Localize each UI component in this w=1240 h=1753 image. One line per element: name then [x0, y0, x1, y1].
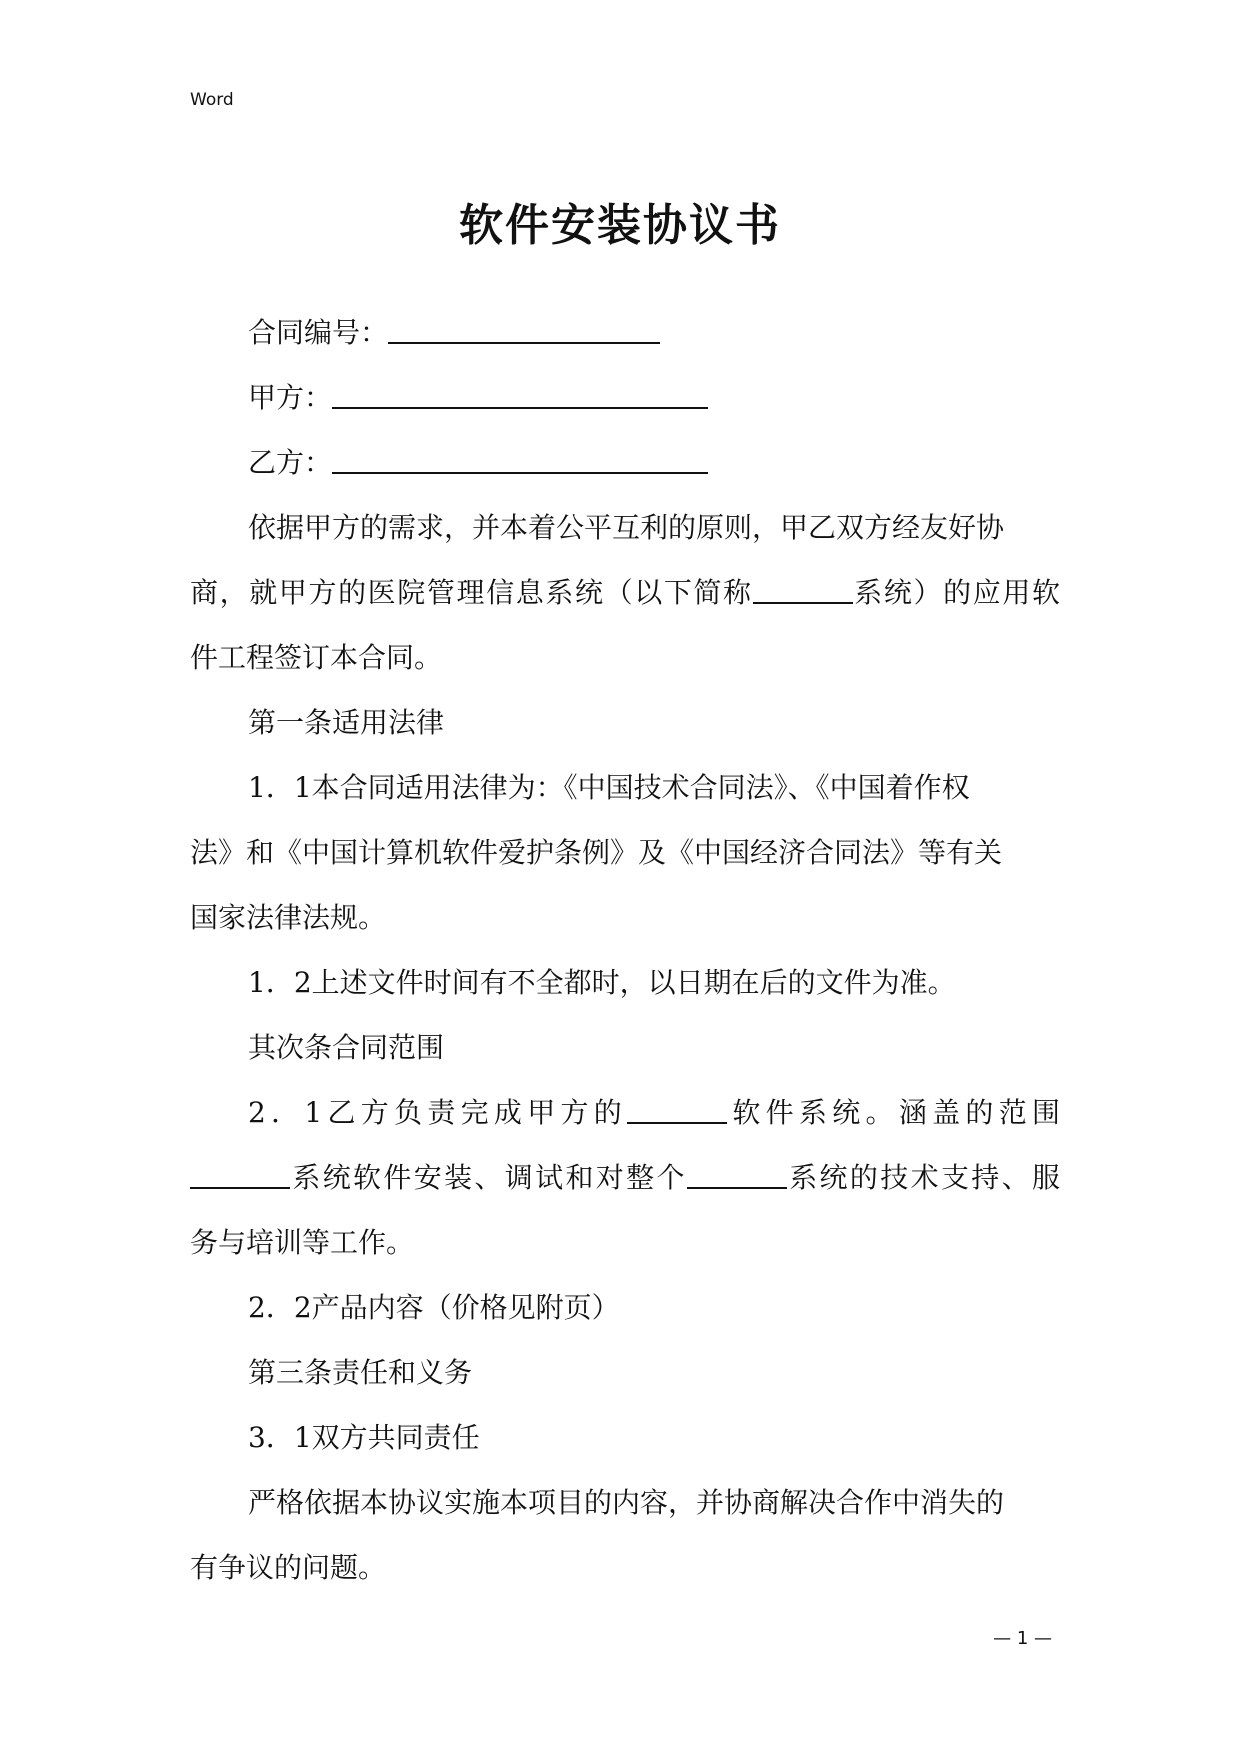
party-b-row: [190, 430, 1060, 495]
clause-3-1: 3．1双方共同责任: [248, 1421, 480, 1454]
clause-2-1-line-3: 务与培训等工作。: [190, 1226, 415, 1259]
support-system-blank: [687, 1157, 787, 1189]
intro-line-2: [190, 560, 1060, 625]
clause-2-2: 2．2产品内容（价格见附页）: [248, 1291, 620, 1324]
clause-2-1-text-end: 系统的技术支持、服: [786, 1161, 1060, 1194]
intro-line-3: 件工程签订本合同。: [190, 641, 443, 674]
clause-2-1-text-middle: 系统软件安装、调试和对整个: [290, 1161, 687, 1194]
contract-number-row: [190, 300, 1060, 365]
scope-system-blank: [190, 1157, 290, 1189]
clause-2-1-text-before: 2．1乙方负责完成甲方的: [248, 1096, 628, 1129]
paragraph-line-1: 严格依据本协议实施本项目的内容，并协商解决合作中消失的: [248, 1486, 1005, 1519]
article-1-heading: 第一条适用法律: [248, 706, 445, 739]
contract-number-blank: [388, 312, 660, 344]
party-b-label: 乙方：: [248, 446, 333, 479]
party-a-row: [190, 365, 1060, 430]
clause-1-1-line-2: 法》和《中国计算机软件爱护条例》及《中国经济合同法》等有关: [190, 836, 1003, 869]
clause-2-1-text-after: 软件系统。涵盖的范围: [727, 1096, 1060, 1129]
document-body: [190, 300, 1060, 1600]
clause-1-2: 1．2上述文件时间有不全都时，以日期在后的文件为准。: [248, 966, 956, 999]
header-label: Word: [190, 90, 234, 110]
clause-1-1-line-1: 1．1本合同适用法律为：《中国技术合同法》、《中国着作权: [248, 771, 970, 804]
article-2-heading: 其次条合同范围: [248, 1031, 445, 1064]
software-name-blank: [627, 1092, 727, 1124]
document-title: 软件安装协议书: [459, 200, 781, 251]
intro-line-1: 依据甲方的需求，并本着公平互利的原则，甲乙双方经友好协: [248, 511, 1005, 544]
clause-1-1-line-3: 国家法律法规。: [190, 901, 387, 934]
paragraph-line-2: 有争议的问题。: [190, 1551, 387, 1584]
page-number: — 1 —: [993, 1628, 1052, 1649]
contract-number-label: 合同编号：: [248, 316, 389, 349]
party-a-blank: [332, 377, 708, 409]
party-b-blank: [332, 442, 708, 474]
intro-line-2-text-before: 商，就甲方的医院管理信息系统（以下简称: [190, 576, 753, 609]
clause-2-1-line-2: [190, 1145, 1060, 1210]
article-3-heading: 第三条责任和义务: [248, 1356, 473, 1389]
clause-2-1-line-1: [190, 1080, 1060, 1145]
party-a-label: 甲方：: [248, 381, 333, 414]
system-name-blank: [753, 572, 853, 604]
intro-line-2-text-after: 系统）的应用软: [852, 576, 1060, 609]
